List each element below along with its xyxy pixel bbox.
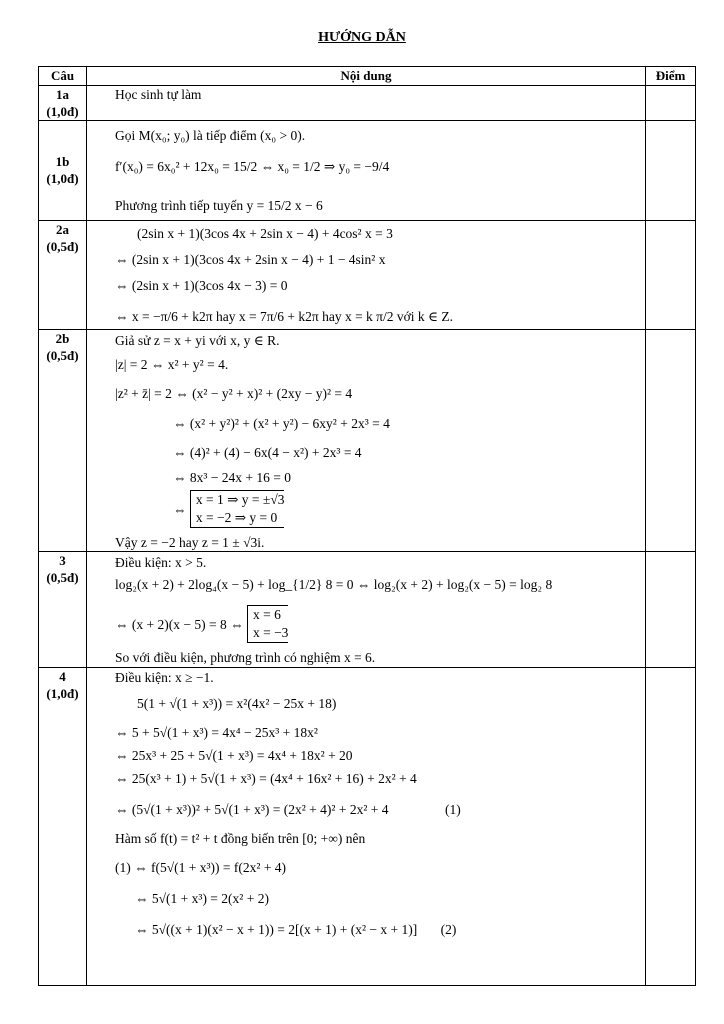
content-line: Vậy z = −2 hay z = 1 ± √3i. (115, 535, 265, 550)
content-line: ⇔ (x² + y²)² + (x² + y²) − 6xy² + 2x³ = 4 (173, 416, 390, 431)
score-cell (646, 552, 696, 668)
score-cell (646, 330, 696, 552)
content-line: ⇔ 5 + 5√(1 + x³) = 4x⁴ − 25x³ + 18x² (115, 725, 318, 740)
question-cell (39, 668, 87, 986)
question-score: (0,5đ) (46, 348, 79, 363)
content-line (115, 605, 645, 643)
table-row (39, 330, 696, 552)
content-line: log₂(x + 2) + 2log₄(x − 5) + log_{1/2} 8 = 0 ⇔ log₂(x + 2) + log₂(x − 5) = log₂ 8 (115, 577, 553, 592)
equation-text: ⇔ (5√(1 + x³))² + 5√(1 + x³) = (2x² + 4)² + 2x² + 4 (115, 802, 389, 817)
score-cell (646, 86, 696, 121)
header-noi-dung: Nội dung (87, 67, 646, 86)
content-line: Hàm số f(t) = t² + t đồng biến trên [0; +∞) nên (115, 831, 366, 846)
question-label: 1b (55, 154, 70, 169)
score-cell (646, 668, 696, 986)
table-row (39, 221, 696, 330)
content-line: Điều kiện: x > 5. (115, 555, 207, 570)
equation-number: (2) (440, 922, 457, 937)
content-line: Gọi M(x₀; y₀) là tiếp điểm (x₀ > 0). (115, 128, 306, 143)
content-cell (87, 330, 646, 552)
case-line: x = 1 ⇒ y = ±√3 (195, 492, 285, 507)
case-bracket (190, 490, 285, 528)
content-cell (87, 86, 646, 121)
case-line: x = 6 (252, 607, 281, 622)
content-line: ⇔ 25x³ + 25 + 5√(1 + x³) = 4x⁴ + 18x² + 20 (115, 748, 353, 763)
equiv-symbol: ⇔ (173, 501, 187, 517)
case-bracket (247, 605, 288, 643)
content-line: ⇔ 5√(1 + x³) = 2(x² + 2) (135, 891, 269, 906)
question-score: (1,0đ) (46, 686, 79, 701)
content-line: Phương trình tiếp tuyến y = 15/2 x − 6 (115, 198, 323, 213)
table-row (39, 552, 696, 668)
content-line (115, 490, 645, 528)
content-line: ⇔ (2sin x + 1)(3cos 4x + 2sin x − 4) + 1 − 4sin² x (115, 252, 386, 267)
question-score: (1,0đ) (46, 104, 79, 119)
question-label: 4 (59, 669, 66, 684)
table-row (39, 121, 696, 221)
content-line: So với điều kiện, phương trình có nghiệm x = 6. (115, 650, 376, 665)
score-cell (646, 121, 696, 221)
header-cau: Câu (39, 67, 87, 86)
equation-text: ⇔ (x + 2)(x − 5) = 8 ⇔ (115, 616, 244, 632)
question-label: 2a (56, 222, 69, 237)
content-line: ⇔ (4)² + (4) − 6x(4 − x²) + 2x³ = 4 (173, 445, 362, 460)
content-line: |z² + z̄| = 2 ⇔ (x² − y² + x)² + (2xy − y)² = 4 (115, 386, 353, 401)
equation-text: ⇔ 5√((x + 1)(x² − x + 1)) = 2[(x + 1) + (x² − x + 1)] (135, 922, 418, 937)
question-cell (39, 221, 87, 330)
content-cell (87, 552, 646, 668)
content-line: ⇔ (2sin x + 1)(3cos 4x − 3) = 0 (115, 278, 288, 293)
table-row (39, 668, 696, 986)
content-line (115, 801, 645, 818)
case-line: x = −3 (252, 625, 289, 640)
question-cell (39, 552, 87, 668)
content-line: ⇔ 8x³ − 24x + 16 = 0 (173, 470, 292, 485)
content-line: (1) ⇔ f(5√(1 + x³)) = f(2x² + 4) (115, 860, 287, 875)
question-score: (1,0đ) (46, 171, 79, 186)
answer-table (38, 66, 696, 986)
content-line: |z| = 2 ⇔ x² + y² = 4. (115, 357, 229, 372)
content-line: 5(1 + √(1 + x³)) = x²(4x² − 25x + 18) (137, 696, 337, 711)
score-cell (646, 221, 696, 330)
question-label: 1a (56, 87, 69, 102)
content-line: f′(x₀) = 6x₀² + 12x₀ = 15/2 ⇔ x₀ = 1/2 ⇒ y₀ = −9/4 (115, 159, 390, 174)
content-line (115, 921, 645, 938)
header-diem: Điểm (646, 67, 696, 86)
table-header-row (39, 67, 696, 86)
content-cell (87, 221, 646, 330)
equation-number: (1) (445, 802, 461, 817)
table-row (39, 86, 696, 121)
content-line: ⇔ x = −π/6 + k2π hay x = 7π/6 + k2π hay x = k π/2 với k ∈ Z. (115, 309, 454, 324)
content-line: Học sinh tự làm (115, 87, 202, 102)
question-score: (0,5đ) (46, 239, 79, 254)
question-cell (39, 330, 87, 552)
question-score: (0,5đ) (46, 570, 79, 585)
question-label: 2b (55, 331, 70, 346)
content-line: Điều kiện: x ≥ −1. (115, 670, 214, 685)
question-cell (39, 121, 87, 221)
content-cell (87, 668, 646, 986)
question-label: 3 (59, 553, 66, 568)
case-line: x = −2 ⇒ y = 0 (195, 510, 278, 525)
content-line: Giả sử z = x + yi với x, y ∈ R. (115, 333, 280, 348)
content-line: (2sin x + 1)(3cos 4x + 2sin x − 4) + 4cos² x = 3 (137, 226, 393, 241)
content-cell (87, 121, 646, 221)
content-line: ⇔ 25(x³ + 1) + 5√(1 + x³) = (4x⁴ + 16x² + 16) + 2x² + 4 (115, 771, 417, 786)
question-cell (39, 86, 87, 121)
page-title: HƯỚNG DẪN (318, 30, 406, 45)
